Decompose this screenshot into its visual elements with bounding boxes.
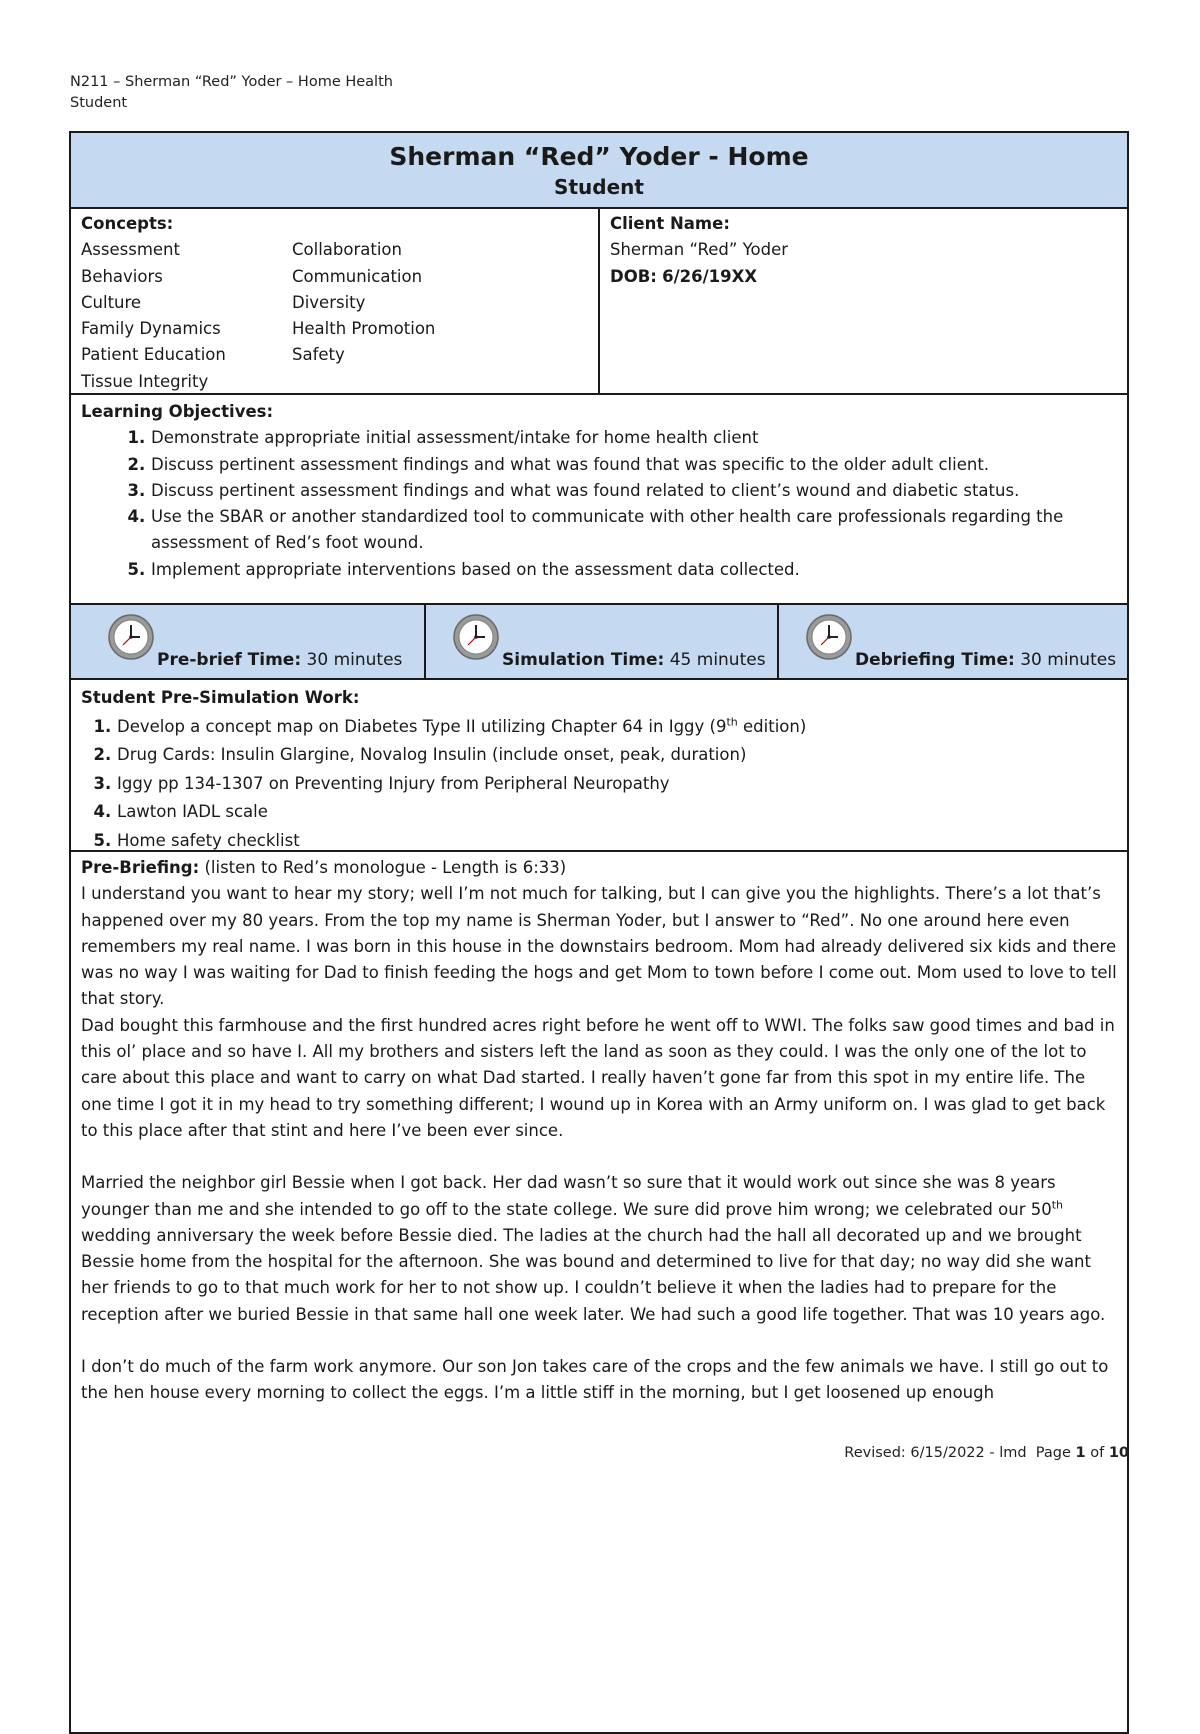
- prework-item: 1. Develop a concept map on Diabetes Type II utilizing Chapter 64 in Iggy (9th edition): [117, 713, 1117, 742]
- prework-list: [81, 713, 1117, 856]
- revised-date: Revised: 6/15/2022 - lmd: [844, 1445, 1027, 1461]
- concept-item: Patient Education: [81, 345, 226, 365]
- clock-icon: [805, 613, 853, 661]
- document-title: Sherman “Red” Yoder - Home: [389, 142, 809, 171]
- prework-item: 2. Drug Cards: Insulin Glargine, Novalog Insulin (include onset, peak, duration): [117, 741, 1117, 770]
- pre-briefing: [71, 850, 1127, 1732]
- concept-item: Family Dynamics: [81, 319, 221, 339]
- prework-item: 4. Lawton IADL scale: [117, 798, 1117, 827]
- prework-label: Student Pre-Simulation Work:: [81, 688, 360, 707]
- of-word: of: [1090, 1445, 1105, 1461]
- dob-value: 6/26/19XX: [662, 266, 758, 286]
- page-word: Page: [1035, 1445, 1071, 1461]
- concepts-list: [81, 237, 588, 395]
- scenario-table: [69, 131, 1129, 1734]
- objectives-list: [81, 425, 1117, 583]
- objective-item: 3. Discuss pertinent assessment findings and what was found related to client’s wound and diabetic status.: [151, 478, 1117, 504]
- page-footer: [844, 1445, 1129, 1461]
- title-row: [71, 133, 1127, 207]
- concept-item: Assessment: [81, 240, 180, 260]
- concept-item: Communication: [292, 266, 423, 286]
- header-course-line: N211 – Sherman “Red” Yoder – Home Health: [70, 74, 393, 90]
- monologue-paragraph: Married the neighbor girl Bessie when I got back. Her dad wasn’t so sure that it would work out since she was 8 years younger than me and she intended to go off to the state college. We sure did prove him wrong; we celebrated our 50th wedding anniversary the week before Bessie died. The ladies at the church had the hall all decorated up and we brought Bessie home from the hospital for the afternoon. She was bound and determined to live for that day; no way did she want her friends to go to that much work for her to not show up. I couldn’t believe it when the ladies had to prepare for the reception after we buried Bessie in that same hall one week later. We had such a good life together. That was 10 years ago.: [81, 1173, 1106, 1324]
- learning-objectives: [71, 393, 1127, 603]
- concept-item: Culture: [81, 292, 142, 312]
- simulation-time-label: Simulation Time: 45 minutes: [502, 650, 766, 670]
- objective-item: 4. Use the SBAR or another standardized tool to communicate with other health care professionals regarding the assessment of Red’s foot wound.: [151, 504, 1117, 557]
- monologue-paragraph: Dad bought this farmhouse and the first hundred acres right before he went off to WWI. The folks saw good times and bad in this ol’ place and so have I. All my brothers and sisters left the land as soon as they could. I was the only one of the lot to care about this place and want to carry on what Dad started. I really haven’t gone far from this spot in my entire life. The one time I got it in my head to try something different; I wound up in Korea with an Army uniform on. I was glad to get back to this place after that stint and here I’ve been ever since.: [81, 1015, 1115, 1140]
- time-row: [71, 603, 1127, 678]
- concept-item: Safety: [292, 345, 345, 365]
- concept-item: Health Promotion: [292, 319, 436, 339]
- dob-label: DOB:: [610, 266, 657, 286]
- page-total: 10: [1108, 1445, 1129, 1461]
- simulation-time-cell: [424, 605, 777, 678]
- prebrief-time-label: Pre-brief Time: 30 minutes: [157, 650, 403, 670]
- page-number: 1: [1075, 1445, 1086, 1461]
- client-name-label: Client Name:: [610, 214, 730, 233]
- prebrief-time-cell: [71, 605, 424, 678]
- clock-icon: [107, 613, 155, 661]
- objective-item: 1. Demonstrate appropriate initial assessment/intake for home health client: [151, 425, 1117, 451]
- monologue-paragraph: I don’t do much of the farm work anymore. Our son Jon takes care of the crops and the few animals we have. I still go out to the hen house every morning to collect the eggs. I’m a little stiff in the morning, but I get loosened up enough: [81, 1357, 1109, 1403]
- objective-item: 5. Implement appropriate interventions based on the assessment data collected.: [151, 557, 1117, 583]
- document-subtitle: Student: [554, 175, 644, 199]
- concept-item: Behaviors: [81, 266, 163, 286]
- concept-item: Collaboration: [292, 240, 402, 260]
- concept-item: Tissue Integrity: [81, 371, 209, 391]
- objective-item: 2. Discuss pertinent assessment findings and what was found that was specific to the older adult client.: [151, 452, 1117, 478]
- prebriefing-heading: Pre-Briefing: (listen to Red’s monologue - Length is 6:33): [81, 858, 567, 877]
- concepts-client-row: [71, 207, 1127, 393]
- debriefing-time-cell: [777, 605, 1127, 678]
- running-header: [70, 72, 393, 114]
- header-audience-line: Student: [70, 95, 128, 111]
- client-dob: [610, 264, 1117, 290]
- concept-item: Diversity: [292, 292, 366, 312]
- prework-item: 5. Home safety checklist: [117, 827, 1117, 856]
- prework-item: 3. Iggy pp 134-1307 on Preventing Injury from Peripheral Neuropathy: [117, 770, 1117, 799]
- client-name: Sherman “Red” Yoder: [610, 240, 789, 260]
- debriefing-time-label: Debriefing Time: 30 minutes: [855, 650, 1117, 670]
- monologue-paragraph: I understand you want to hear my story; well I’m not much for talking, but I can give you the highlights. There’s a lot that’s happened over my 80 years. From the top my name is Sherman Yoder, but I answer to “Red”. No one around here even remembers my real name. I was born in this house in the downstairs bedroom. Mom had already delivered six kids and there was no way I was waiting for Dad to finish feeding the hogs and get Mom to town before I come out. Mom used to love to tell that story.: [81, 884, 1117, 1009]
- concepts-label: Concepts:: [81, 214, 174, 233]
- client-cell: [600, 209, 1127, 393]
- concepts-cell: [71, 209, 600, 393]
- objectives-label: Learning Objectives:: [81, 402, 274, 421]
- pre-simulation-work: [71, 678, 1127, 850]
- clock-icon: [452, 613, 500, 661]
